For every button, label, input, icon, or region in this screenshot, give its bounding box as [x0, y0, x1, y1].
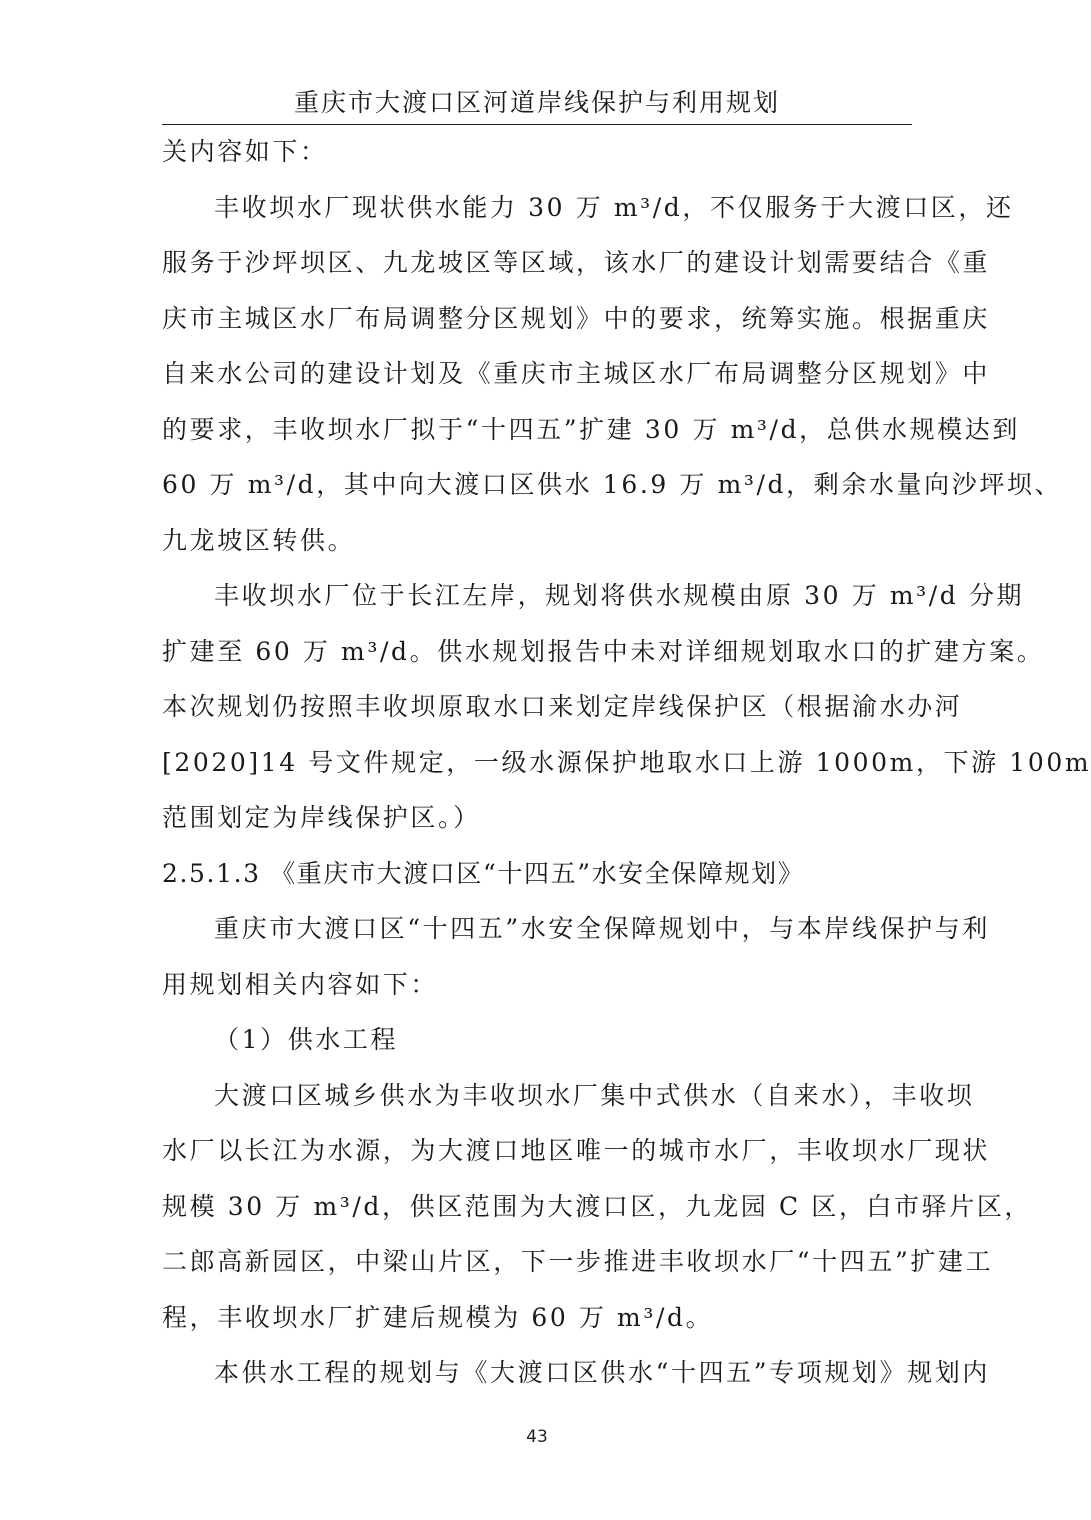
text-line: 范围划定为岸线保护区。）: [162, 803, 481, 832]
text-line: 程，丰收坝水厂扩建后规模为 60 万 m³/d。: [162, 1302, 714, 1332]
document-body: [162, 124, 1091, 1401]
page-title: 重庆市大渡口区河道岸线保护与利用规划: [293, 88, 780, 117]
text-line: 60 万 m³/d，其中向大渡口区供水 16.9 万 m³/d，剩余水量向沙坪坝、: [162, 470, 1063, 499]
text-line: 自来水公司的建设计划及《重庆市主城区水厂布局调整分区规划》中: [162, 359, 991, 388]
text-line: 重庆市大渡口区“十四五”水安全保障规划中，与本岸线保护与利: [214, 914, 990, 943]
text-line: 丰收坝水厂现状供水能力 30 万 m³/d，不仅服务于大渡口区，还: [214, 192, 1014, 222]
text-line: 水厂以长江为水源，为大渡口地区唯一的城市水厂，丰收坝水厂现状: [162, 1136, 991, 1165]
page-header: [162, 82, 912, 125]
text-line: 本供水工程的规划与《大渡口区供水“十四五”专项规划》规划内: [214, 1358, 990, 1387]
text-line: 本次规划仍按照丰收坝原取水口来划定岸线保护区（根据渝水办河: [162, 692, 963, 721]
text-line: （1）供水工程: [214, 1025, 399, 1054]
section-heading: 2.5.1.3 《重庆市大渡口区“十四五”水安全保障规划》: [162, 858, 805, 888]
text-line: 大渡口区城乡供水为丰收坝水厂集中式供水（自来水），丰收坝: [214, 1080, 975, 1110]
page-number: 43: [526, 1427, 548, 1447]
text-line: 二郎高新园区，中梁山片区，下一步推进丰收坝水厂“十四五”扩建工: [162, 1247, 994, 1276]
text-line: 的要求，丰收坝水厂拟于“十四五”扩建 30 万 m³/d，总供水规模达到: [162, 414, 1020, 444]
text-line: [2020]14 号文件规定，一级水源保护地取水口上游 1000m，下游 100m: [162, 747, 1091, 777]
text-line: 扩建至 60 万 m³/d。供水规划报告中未对详细规划取水口的扩建方案。: [162, 636, 1045, 666]
text-line: 用规划相关内容如下：: [162, 969, 439, 999]
text-line: 丰收坝水厂位于长江左岸，规划将供水规模由原 30 万 m³/d 分期: [214, 581, 1025, 610]
text-line: 服务于沙坪坝区、九龙坡区等区域，该水厂的建设计划需要结合《重: [162, 248, 991, 277]
text-line: 规模 30 万 m³/d，供区范围为大渡口区，九龙园 C 区，白市驿片区，: [162, 1191, 1033, 1221]
text-line: 庆市主城区水厂布局调整分区规划》中的要求，统筹实施。根据重庆: [162, 303, 991, 333]
text-line: 关内容如下：: [162, 137, 328, 166]
text-line: 九龙坡区转供。: [162, 525, 356, 555]
